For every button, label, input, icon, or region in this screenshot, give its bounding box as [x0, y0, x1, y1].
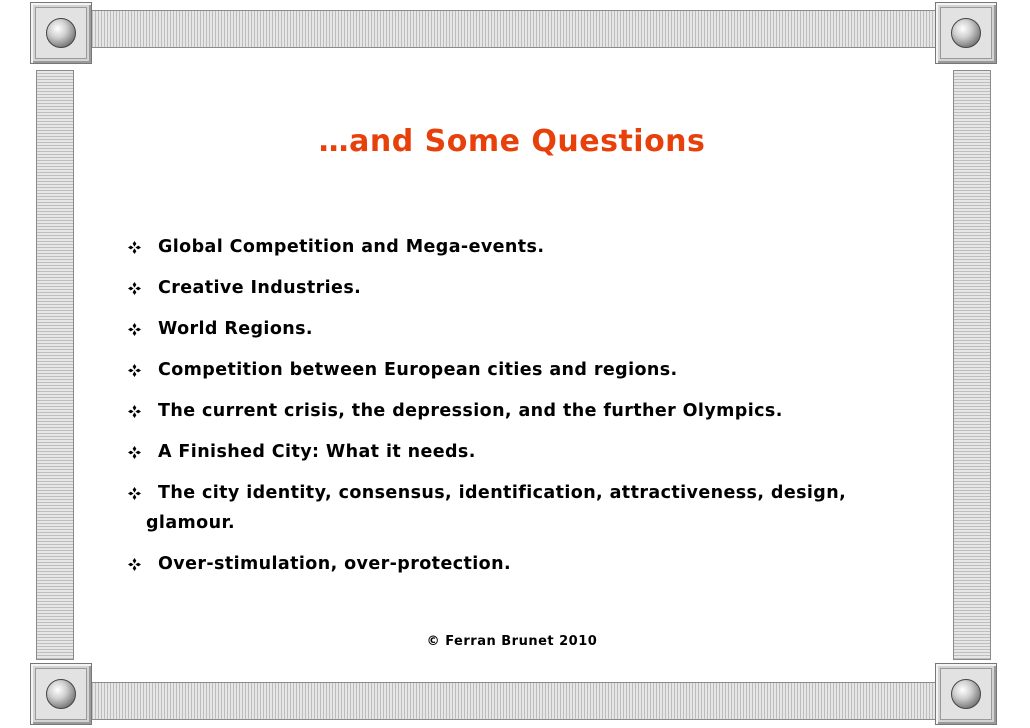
bullet-item [120, 232, 920, 262]
frame-left-bar [36, 70, 74, 660]
diamond-bullet-icon [128, 405, 141, 418]
rivet-icon [951, 679, 981, 709]
diamond-bullet-icon [128, 323, 141, 336]
bullet-item [120, 549, 920, 579]
bullet-item [120, 396, 920, 426]
frame-corner-top-right [935, 2, 997, 64]
frame-corner-bottom-right [935, 663, 997, 725]
diamond-bullet-icon [128, 446, 141, 459]
slide-title: …and Some Questions [318, 124, 706, 159]
frame-bottom-bar [70, 682, 962, 720]
bullet-item [120, 478, 920, 538]
copyright-footer: © Ferran Brunet 2010 [426, 634, 598, 649]
bullet-text: Over-stimulation, over-protection. [158, 554, 511, 574]
bullet-text: Competition between European cities and regions. [158, 360, 678, 380]
rivet-icon [46, 679, 76, 709]
bullet-text-continuation: glamour. [146, 513, 236, 533]
bullet-item [120, 437, 920, 467]
bullet-text: Global Competition and Mega-events. [158, 237, 545, 257]
frame-right-bar [953, 70, 991, 660]
bullet-item [120, 273, 920, 303]
bullet-text: A Finished City: What it needs. [158, 442, 476, 462]
bullet-text: The city identity, consensus, identification, attractiveness, design, [158, 483, 847, 503]
bullet-text: Creative Industries. [158, 278, 362, 298]
frame-corner-bottom-left [30, 663, 92, 725]
rivet-icon [46, 18, 76, 48]
frame-top-bar [70, 10, 962, 48]
diamond-bullet-icon [128, 282, 141, 295]
bullet-text: World Regions. [158, 319, 313, 339]
diamond-bullet-icon [128, 558, 141, 571]
diamond-bullet-icon [128, 487, 141, 500]
diamond-bullet-icon [128, 364, 141, 377]
slide-content [72, 66, 952, 658]
frame-corner-top-left [30, 2, 92, 64]
rivet-icon [951, 18, 981, 48]
diamond-bullet-icon [128, 241, 141, 254]
bullet-item [120, 314, 920, 344]
bullet-text: The current crisis, the depression, and the further Olympics. [158, 401, 783, 421]
bullet-item [120, 355, 920, 385]
bullet-list [120, 232, 920, 590]
